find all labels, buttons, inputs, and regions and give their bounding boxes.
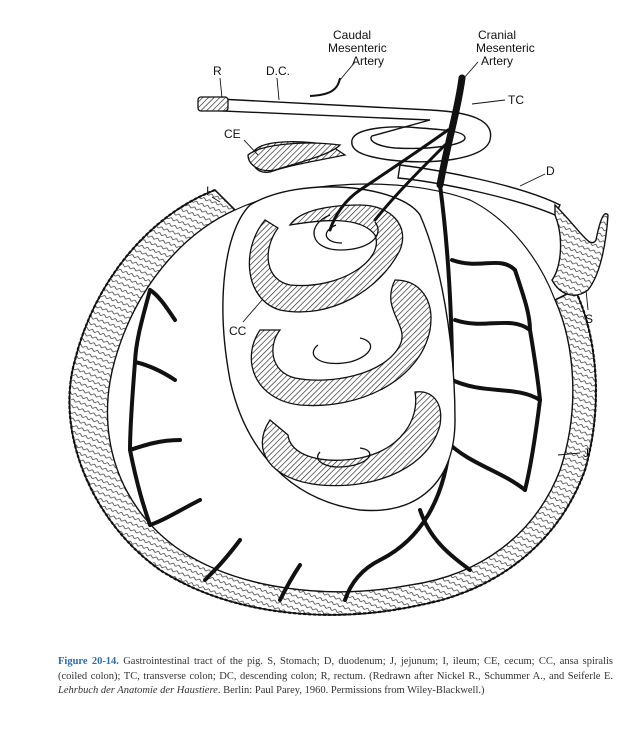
- label-cranial-1: Cranial: [478, 28, 517, 42]
- label-d: D: [546, 164, 555, 178]
- figure-number: Figure 20-14.: [58, 656, 119, 667]
- label-cranial-2: Mesenteric: [476, 41, 535, 55]
- label-dc: D.C.: [266, 64, 290, 78]
- label-cranial-3: Artery: [481, 54, 514, 68]
- label-r: R: [213, 64, 222, 78]
- figure-caption: [58, 655, 613, 699]
- label-tc: TC: [508, 93, 524, 107]
- label-caudal-3: Artery: [352, 54, 385, 68]
- label-caudal-2: Mesenteric: [328, 41, 387, 55]
- stomach: [552, 205, 608, 295]
- caption-text-2: . Berlin: Paul Parey, 1960. Permissions from Wiley-Blackwell.): [217, 685, 485, 696]
- label-cc: CC: [229, 324, 247, 338]
- label-s: S: [585, 312, 594, 326]
- label-i: I: [206, 184, 210, 198]
- caption-book-title: Lehrbuch der Anatomie der Haustiere: [58, 685, 218, 696]
- label-j: J: [583, 446, 589, 460]
- caption-text-1: Gastrointestinal tract of the pig. S, Stomach; D, duodenum; J, jejunum; I, ileum; CE, cecum; CC, ansa spiralis (coiled colon); TC, transverse colon; DC, descending colon; R, rectum. (Redrawn after Nickel R., Schummer A., and Seiferle E.: [58, 656, 613, 682]
- rectum-end: [198, 97, 228, 111]
- caudal-mesenteric-artery: [310, 78, 340, 96]
- label-ce: CE: [224, 127, 241, 141]
- label-caudal-1: Caudal: [333, 28, 372, 42]
